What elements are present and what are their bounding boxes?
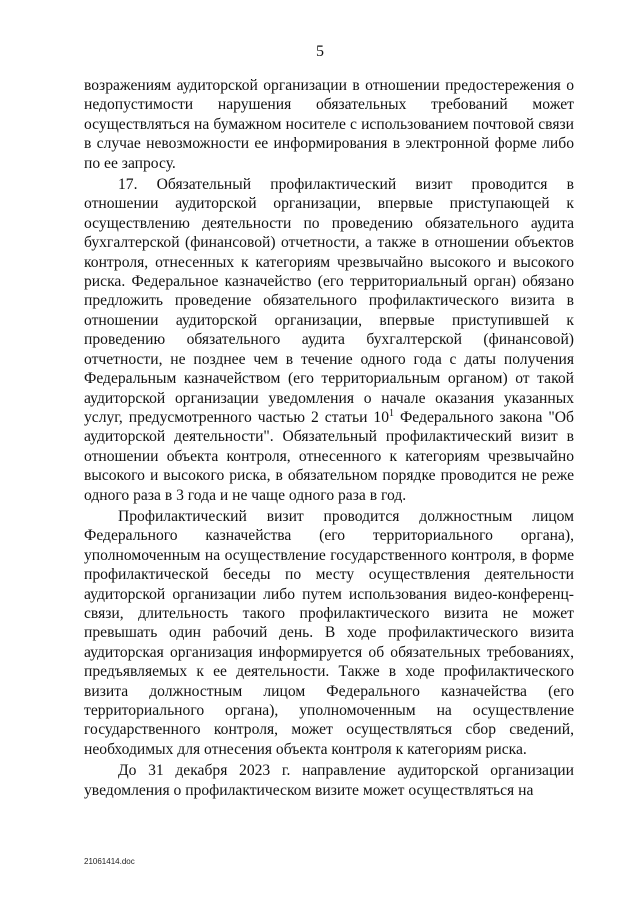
paragraph-visit: Профилактический визит проводится должностным лицом Федерального казначейства (его территориального органа), уполномоченным на осуществление государственного контроля, в форме профилактической беседы по месту осуществления деятельности аудиторской организации либо путем использования видео-конференц-связи, длительность такого профилактического визита не может превышать один рабочий день. В ходе профилактического визита аудиторская организация информируется об обязательных требованиях, предъявляемых к ее деятельности. Также в ходе профилактического визита должностным лицом Федерального казначейства (его территориального органа), уполномоченным на осуществление государственного контроля, может осуществляться сбор сведений, необходимых для отнесения объекта контроля к категориям риска. — [84, 507, 574, 758]
document-body — [84, 76, 574, 800]
paragraph-17 — [84, 175, 574, 505]
paragraph-continuation: возражениям аудиторской организации в отношении предостережения о недопустимости нарушения обязательных требований может осуществляться на бумажном носителе с использованием почтовой связи в случае невозможности ее информирования в электронной форме либо по ее запросу. — [84, 77, 574, 172]
article-superscript: 1 — [389, 407, 395, 419]
paragraph-deadline: До 31 декабря 2023 г. направление аудиторской организации уведомления о профилактическом визите может осуществляться на — [84, 762, 574, 799]
footer-filename: 21061414.doc — [84, 857, 135, 866]
paragraph-17-text: 17. Обязательный профилактический визит проводится в отношении аудиторской организации, впервые приступающей к осуществлению деятельности по проведению обязательного аудита бухгалтерской (финансовой) отчетности, а также в отношении объектов контроля, отнесенных к категориям чрезвычайно высокого и высокого риска. Федеральное казначейство (его территориальный орган) обязано предложить проведение обязательного профилактического визита в отношении аудиторской организации, впервые приступившей к проведению обязательного аудита бухгалтерской (финансовой) отчетности, не позднее чем в течение одного года с даты получения Федеральным казначейством (его территориальным органом) от такой аудиторской организации уведомления о начале оказания указанных услуг, предусмотренного частью 2 статьи 10 — [84, 176, 574, 426]
page-number: 5 — [316, 43, 324, 60]
paragraph-17-text-end: Федерального закона "Об аудиторской деятельности". Обязательный профилактический визит в отношении объекта контроля, отнесенного к категориям чрезвычайно высокого и высокого риска, в обязательном порядке проводится не реже одного раза в 3 года и не чаще одного раза в год. — [84, 408, 574, 504]
